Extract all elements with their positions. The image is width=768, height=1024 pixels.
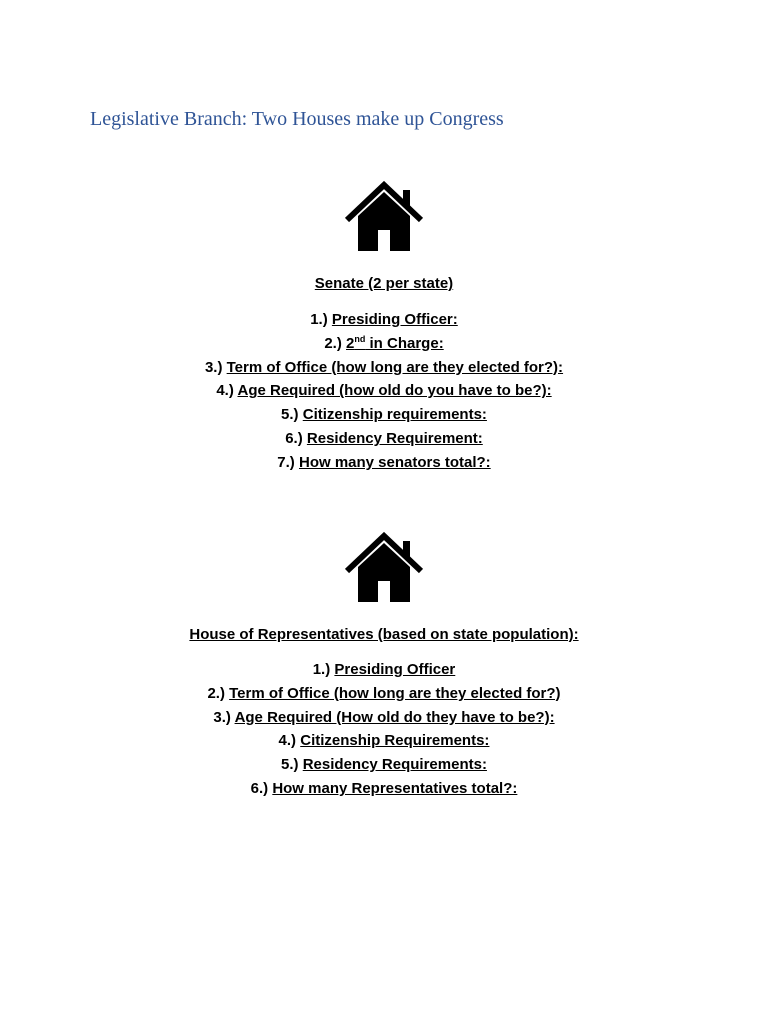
list-item: 3.) Term of Office (how long are they elected for?): (204, 358, 564, 376)
list-item: 6.) How many Representatives total?: (250, 779, 518, 797)
page-title: Legislative Branch: Two Houses make up Congress (90, 108, 504, 130)
list-item: 3.) Age Required (How old do they have to be?): (213, 708, 555, 726)
list-item: 1.) Presiding Officer (312, 661, 456, 678)
senate-list (0, 308, 768, 475)
list-item: 4.) Age Required (how old do you have to be?): (216, 382, 552, 400)
list-item: 5.) Residency Requirements: (281, 756, 487, 774)
house-icon (343, 180, 425, 252)
list-item: 2.) 2nd in Charge: (324, 333, 444, 352)
house-list (0, 658, 768, 801)
list-item: 6.) Residency Requirement: (285, 429, 483, 447)
list-item: 5.) Citizenship requirements: (281, 406, 487, 424)
list-item: 7.) How many senators total?: (277, 453, 491, 471)
senate-heading: Senate (2 per state) (314, 275, 454, 292)
house-heading: House of Representatives (based on state population): (189, 626, 579, 643)
house-icon (343, 531, 425, 603)
list-item: 2.) Term of Office (how long are they elected for?) (207, 684, 561, 702)
list-item: 4.) Citizenship Requirements: (278, 732, 490, 750)
list-item: 1.) Presiding Officer: (310, 311, 458, 328)
